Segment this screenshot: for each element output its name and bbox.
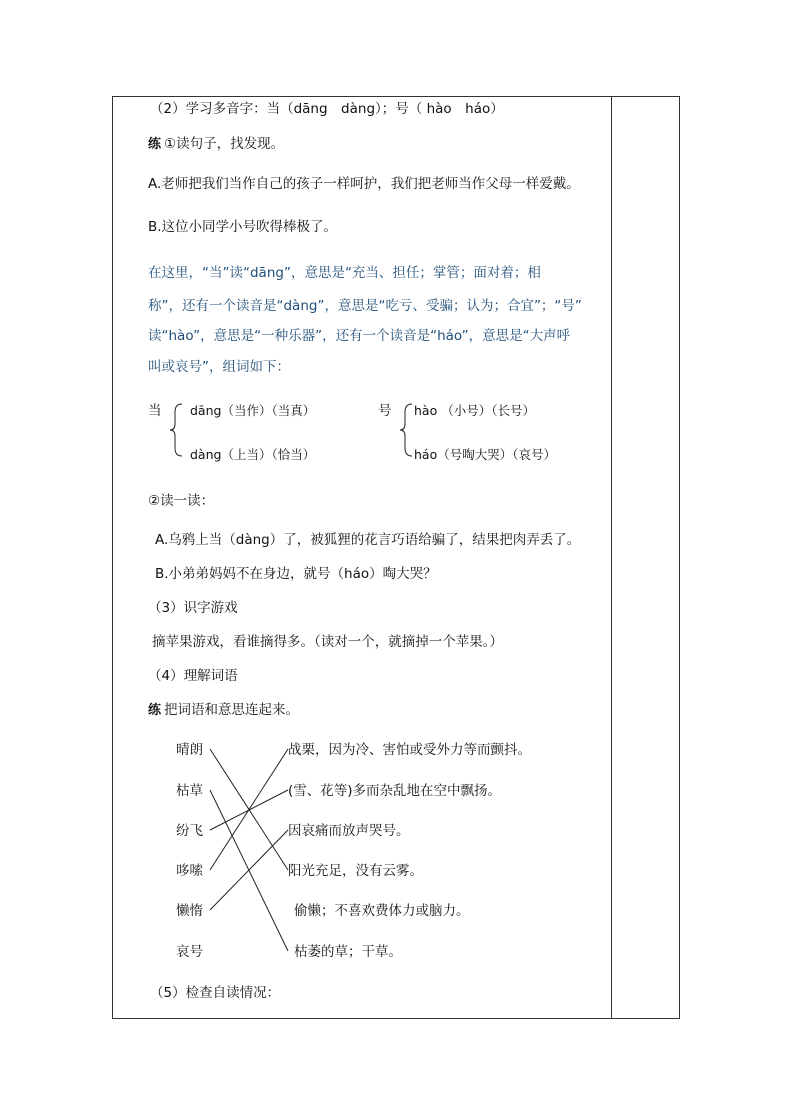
practice-icon: 练 [148, 137, 162, 152]
word-4: 懒惰 [176, 903, 203, 919]
match-line-4 [210, 830, 288, 910]
explain-line-1: 在这里，“当”读“dāng”，意思是“充当、担任；掌管；面对着；相 [148, 265, 541, 281]
group-hao-line2: háo（号啕大哭）（哀号） [414, 447, 556, 462]
explain-line-4: 叫或哀号”，组词如下： [148, 359, 290, 375]
section5-heading: （5）检查自读情况： [150, 985, 281, 1001]
group-dang-line1: dāng（当作）（当真） [190, 403, 316, 418]
practice1-text: ①读句子，找发现。 [164, 136, 285, 152]
section3-text: 摘苹果游戏，看谁摘得多。（读对一个，就摘掉一个苹果。） [152, 634, 503, 650]
word-0: 晴朗 [176, 742, 203, 758]
meaning-3: 阳光充足，没有云雾。 [288, 863, 423, 879]
section3-heading: （3）识字游戏 [148, 600, 238, 616]
explain-line-3: 读“hào”，意思是“一种乐器”，还有一个读音是“háo”，意思是“大声呼 [148, 328, 571, 344]
section4-heading: （4）理解词语 [148, 668, 238, 684]
practice-icon: 练 [148, 703, 162, 718]
word-1: 枯草 [176, 783, 203, 799]
word-3: 哆嗦 [176, 863, 203, 879]
sentence-b: B.这位小同学小号吹得棒极了。 [148, 219, 338, 235]
section2-heading: （2）学习多音字：当（dāng dàng）；号（ hào háo） [150, 101, 504, 117]
explain-line-2: 称”，还有一个读音是“dàng”，意思是“吃亏、受骗；认为；合宜”；“号” [148, 298, 582, 314]
practice2-text: ②读一读： [148, 493, 215, 509]
meaning-2: 因哀痛而放声哭号。 [288, 823, 410, 839]
word-5: 哀号 [176, 944, 203, 960]
meaning-5: 枯萎的草；干草。 [294, 944, 402, 960]
meaning-1: (雪、花等)多而杂乱地在空中飘扬。 [288, 783, 502, 799]
meaning-0: 战栗，因为冷、害怕或受外力等而颤抖。 [288, 742, 531, 758]
group-hao-line1: hào （小号）（长号） [414, 403, 535, 418]
group-dang-line2: dàng（上当）（恰当） [190, 447, 316, 462]
group-hao-char: 号 [378, 403, 392, 419]
practice3-text: 把词语和意思连起来。 [164, 702, 300, 718]
meaning-4: 偷懒；不喜欢费体力或脑力。 [294, 903, 470, 919]
read-b: B.小弟弟妈妈不在身边，就号（háo）啕大哭？ [155, 566, 437, 582]
word-2: 纷飞 [176, 823, 203, 839]
group-dang-char: 当 [148, 403, 162, 419]
sentence-a: A.老师把我们当作自己的孩子一样呵护，我们把老师当作父母一样爱戴。 [148, 176, 580, 192]
read-a: A.乌鸦上当（dàng）了，被狐狸的花言巧语给骗了，结果把肉弄丢了。 [155, 532, 581, 548]
